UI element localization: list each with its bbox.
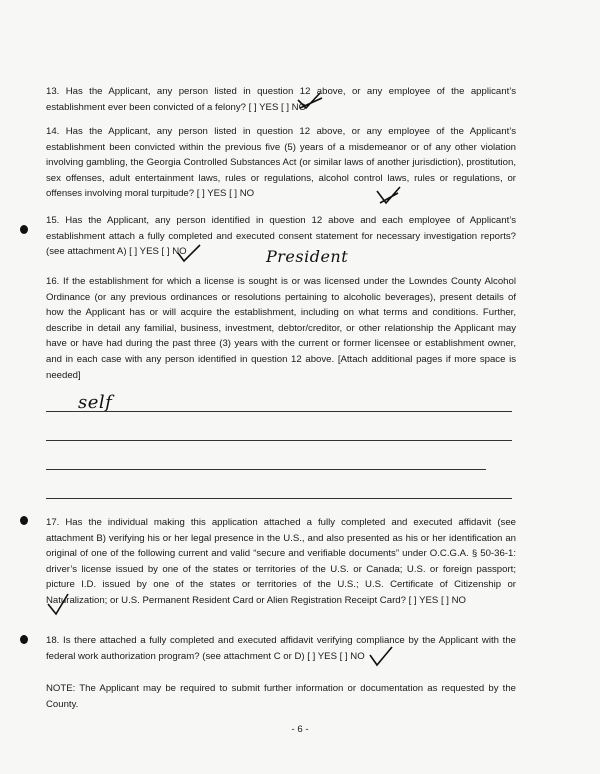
checkmark-q17-yes <box>46 592 74 618</box>
question-13-text: 13. Has the Applicant, any person listed in question 12 above, or any employee of the applicant’s establishment ever been convicted of a felony? [ ] YES [ ] NO <box>46 86 516 113</box>
question-18-text: 18. Is there attached a fully completed and executed affidavit verifying compliance by the Applicant with the federal work authorization program? (see attachment C or D) [ ] YES [ ] NO <box>46 635 516 662</box>
hole-punch-mark <box>20 635 28 644</box>
checkmark-q14-no <box>374 185 404 209</box>
question-18 <box>46 633 516 664</box>
note-text: NOTE: The Applicant may be required to submit further information or documentation as requested by the County. <box>46 683 516 710</box>
question-14 <box>46 124 516 202</box>
checkmark-q18-yes <box>368 645 396 669</box>
answer-line <box>46 411 512 412</box>
hole-punch-mark <box>20 225 28 234</box>
question-16-text: 16. If the establishment for which a license is sought is or was licensed under the Lowndes County Alcohol Ordinance (or any previous ordinances or resolutions pertaining to alcoholic beverages), present details of how the Applicant has or will acquire the establishment, including on what terms and conditions. Further, describe in detail any familial, business, investment, debtor/creditor, or other relationship the Applicant may have or have had during the past three (3) years with the current or former licensee or establishment owner, and in each case with any person identified in question 12 above. [Attach additional pages if more space is needed] <box>46 276 516 381</box>
answer-line <box>46 440 512 441</box>
question-17-text: 17. Has the individual making this application attached a fully completed and executed affidavit (see attachment B) verifying his or her legal presence in the U.S., and also presented as his or her identification an original of one of the following current and valid “secure and verifiable documents” under O.C.G.A. § 50-36-1: driver’s license issued by one of the states or territories of the U.S. or Canada; U.S. or foreign passport; picture I.D. issued by one of the states or territories of the U.S.; U.S. Certificate of Citizenship or Naturalization; or U.S. Permanent Resident Card or Alien Registration Receipt Card? [ ] YES [ ] NO <box>46 517 516 606</box>
handwritten-president: President <box>266 247 349 266</box>
checkmark-q13-no <box>296 92 326 112</box>
question-15-text: 15. Has the Applicant, any person identified in question 12 above and each employee of Applicant’s establishment attach a fully completed and executed consent statement for necessary investigation reports? (see attachment A) [ ] YES [ ] NO <box>46 215 516 258</box>
answer-line <box>46 469 486 470</box>
question-17 <box>46 515 516 609</box>
handwritten-self: self <box>78 392 113 413</box>
question-14-text: 14. Has the Applicant, any person listed in question 12 above, or any employee of the Applicant’s establishment been convicted within the previous five (5) years of a misdemeanor or of any other violation involving gambling, the Georgia Controlled Substances Act (or similar laws of another jurisdiction), prostitution, sex offenses, adult entertainment laws, rules or regulations, alcohol control laws, rules or regulations, or offenses involving moral turpitude? [ ] YES [ ] NO <box>46 126 516 200</box>
question-13 <box>46 84 516 115</box>
hole-punch-mark <box>20 516 28 525</box>
page-number: - 6 - <box>291 724 309 735</box>
note <box>46 681 516 712</box>
question-16 <box>46 274 516 383</box>
answer-line <box>46 498 512 499</box>
checkmark-q15-yes <box>176 243 204 265</box>
